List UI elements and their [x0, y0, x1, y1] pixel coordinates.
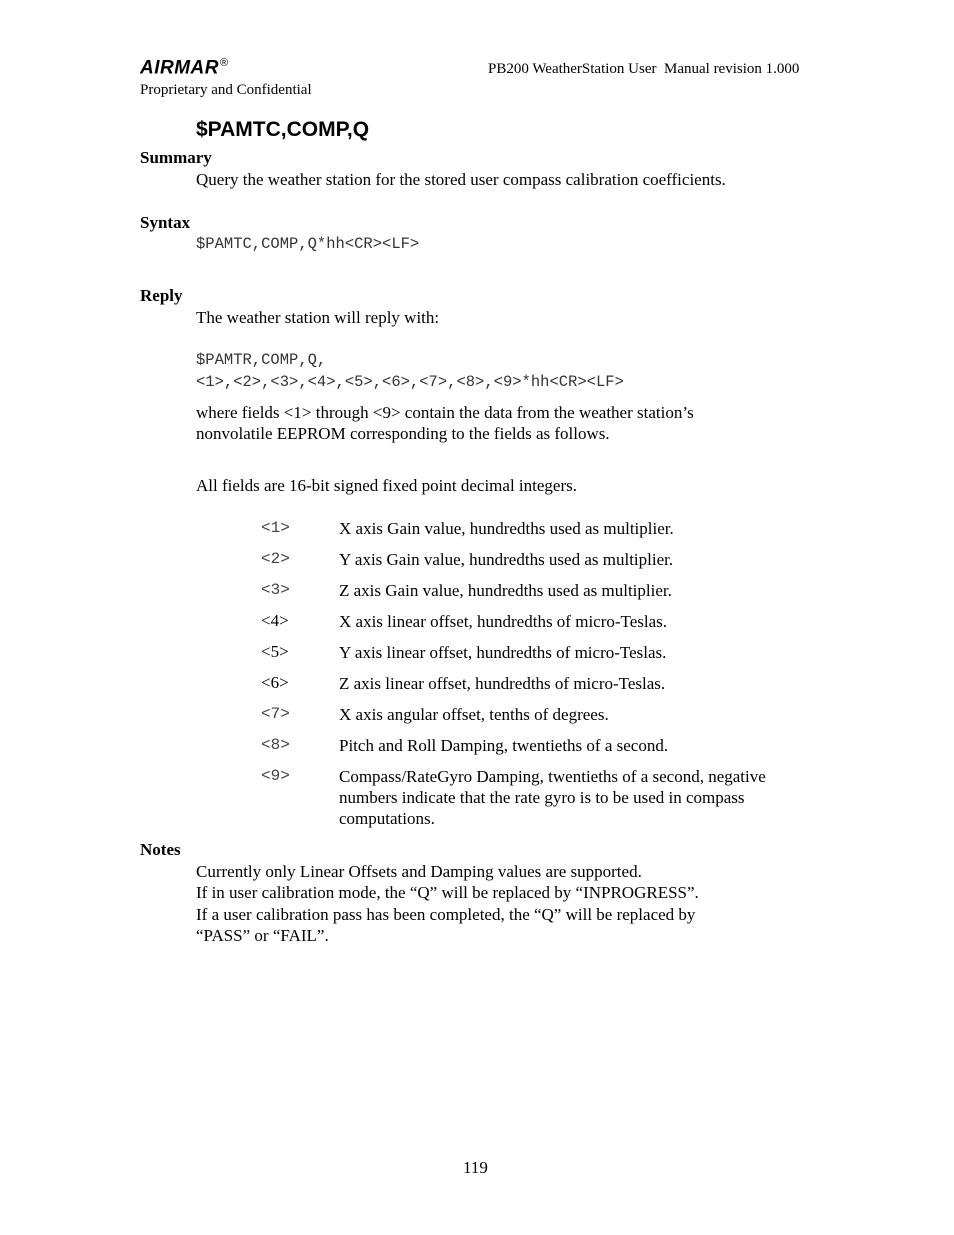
- notes-line3: If a user calibration pass has been completed, the “Q” will be replaced by: [196, 905, 696, 924]
- field-desc-9: Compass/RateGyro Damping, twentieths of a second, negative: [339, 767, 766, 786]
- reply-all-fields: All fields are 16-bit signed fixed point decimal integers.: [196, 476, 577, 495]
- field-tag-7: <7>: [261, 705, 290, 723]
- field-desc-8: Pitch and Roll Damping, twentieths of a second.: [339, 736, 669, 755]
- command-title: $PAMTC,COMP,Q: [196, 118, 370, 141]
- reply-where-line1: where fields <1> through <9> contain the data from the weather station’s: [196, 403, 694, 422]
- field-tag-6: <6>: [261, 673, 289, 692]
- confidential-notice: Proprietary and Confidential: [140, 82, 312, 98]
- field-desc-1: X axis Gain value, hundredths used as multiplier.: [339, 519, 674, 538]
- field-tag-5: <5>: [261, 642, 289, 661]
- registered-mark: ®: [220, 57, 229, 69]
- summary-text: Query the weather station for the stored user compass calibration coefficients.: [196, 170, 726, 189]
- reply-heading: Reply: [140, 286, 183, 305]
- reply-code-line1: $PAMTR,COMP,Q,: [196, 351, 327, 369]
- reply-where-line2: nonvolatile EEPROM corresponding to the fields as follows.: [196, 424, 610, 443]
- summary-heading: Summary: [140, 148, 212, 167]
- logo-text: AIRMAR: [140, 57, 219, 79]
- field-tag-4: <4>: [261, 611, 289, 630]
- field-desc-5: Y axis linear offset, hundredths of micro-Teslas.: [339, 643, 667, 662]
- notes-heading: Notes: [140, 840, 181, 859]
- reply-intro: The weather station will reply with:: [196, 308, 440, 327]
- syntax-code: $PAMTC,COMP,Q*hh<CR><LF>: [196, 235, 420, 253]
- field-desc-3: Z axis Gain value, hundredths used as multiplier.: [339, 581, 672, 600]
- field-desc-9-line3: computations.: [339, 809, 435, 828]
- reply-code-line2: <1>,<2>,<3>,<4>,<5>,<6>,<7>,<8>,<9>*hh<CR><LF>: [196, 373, 624, 391]
- field-desc-7: X axis angular offset, tenths of degrees.: [339, 705, 609, 724]
- notes-line1: Currently only Linear Offsets and Damping values are supported.: [196, 862, 642, 881]
- syntax-heading: Syntax: [140, 213, 191, 232]
- manual-title: PB200 WeatherStation User Manual revision 1.000: [488, 61, 800, 77]
- airmar-logo: [140, 57, 229, 79]
- field-tag-8: <8>: [261, 736, 290, 754]
- field-tag-1: <1>: [261, 519, 290, 537]
- field-tag-2: <2>: [261, 550, 290, 568]
- field-desc-6: Z axis linear offset, hundredths of micro-Teslas.: [339, 674, 666, 693]
- field-desc-4: X axis linear offset, hundredths of micro-Teslas.: [339, 612, 668, 631]
- field-desc-9-line2: numbers indicate that the rate gyro is to be used in compass: [339, 788, 745, 807]
- notes-line2: If in user calibration mode, the “Q” will be replaced by “INPROGRESS”.: [196, 883, 699, 902]
- notes-line4: “PASS” or “FAIL”.: [196, 926, 329, 945]
- field-tag-3: <3>: [261, 581, 290, 599]
- field-tag-9: <9>: [261, 767, 290, 785]
- field-desc-2: Y axis Gain value, hundredths used as multiplier.: [339, 550, 674, 569]
- page-number: 119: [463, 1158, 488, 1177]
